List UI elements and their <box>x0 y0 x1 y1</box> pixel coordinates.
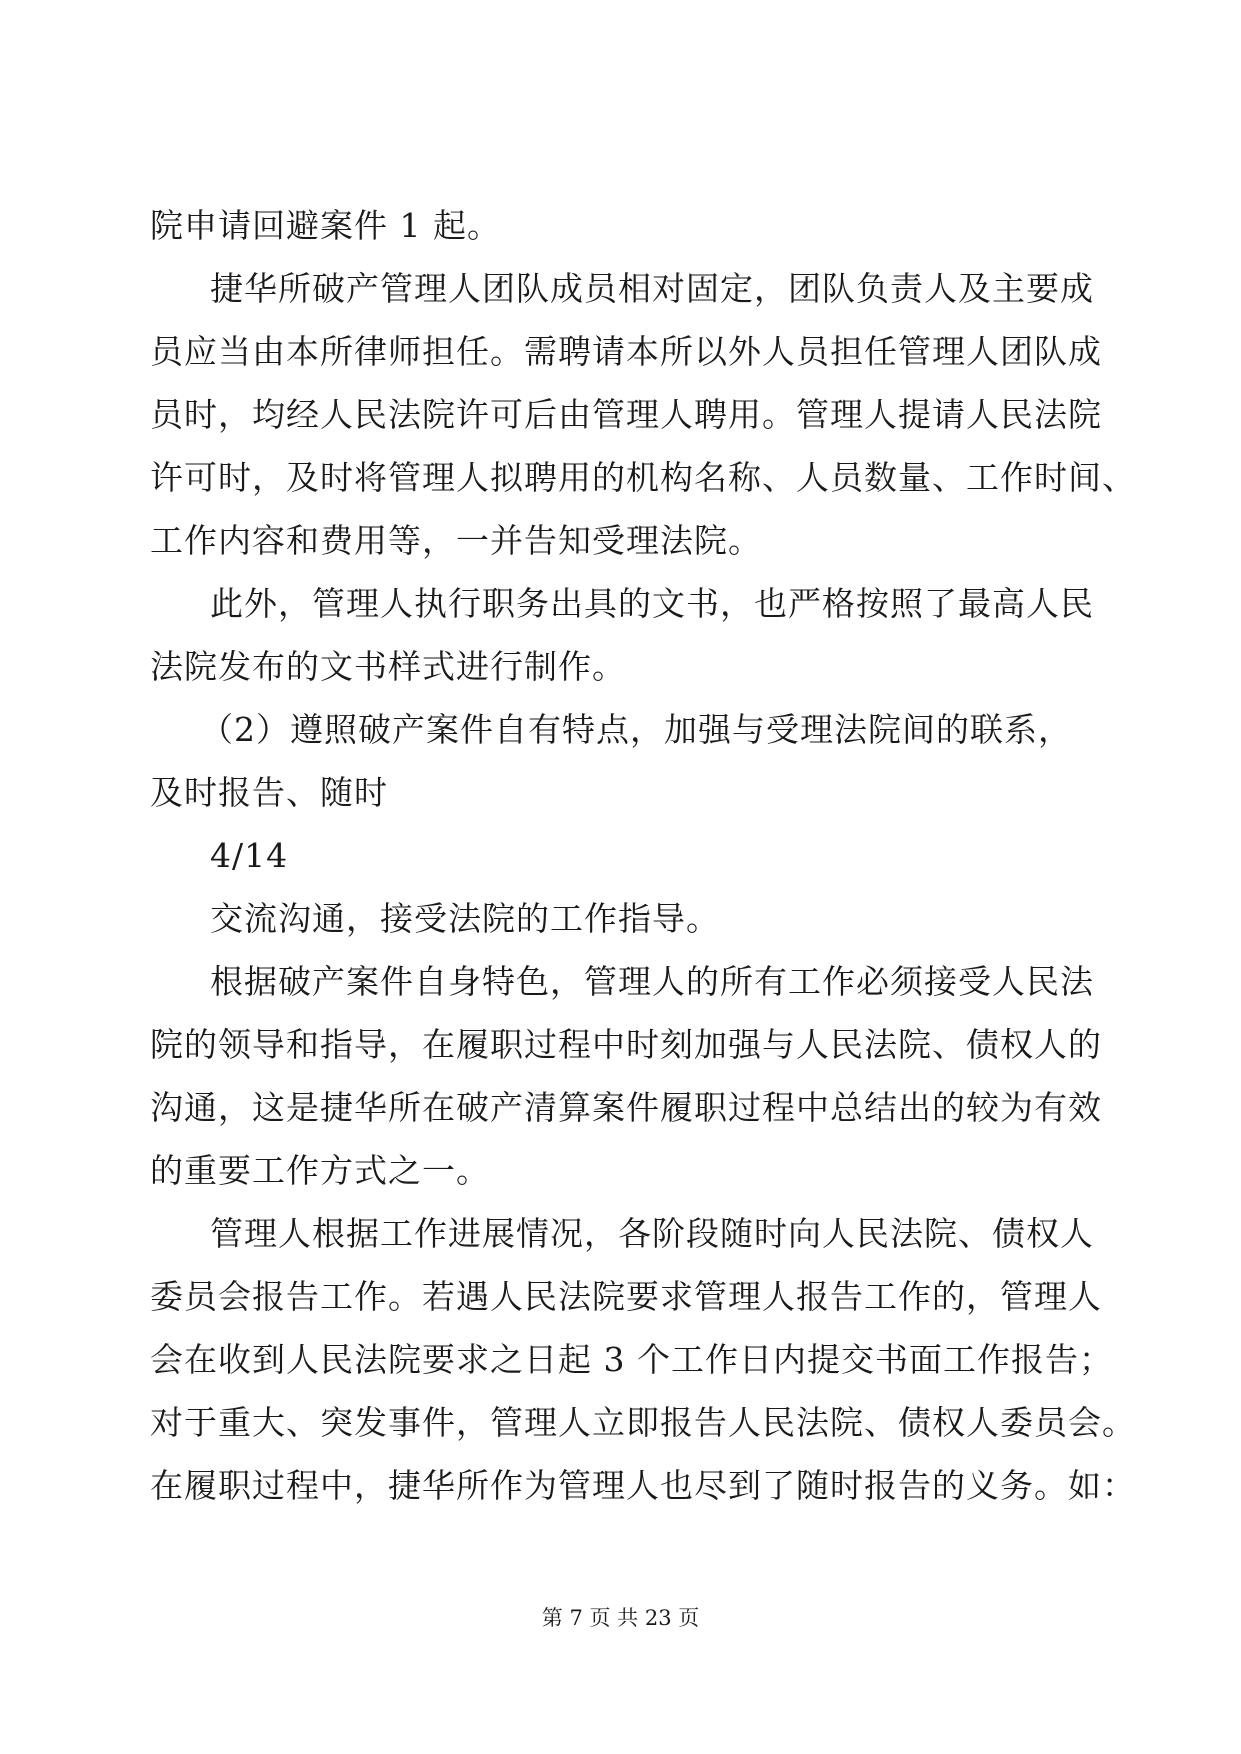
body-text-line: 交流沟通，接受法院的工作指导。 <box>210 899 720 938</box>
body-text-line: 沟通，这是捷华所在破产清算案件履职过程中总结出的较为有效 <box>150 1088 1102 1127</box>
body-text-line: 委员会报告工作。若遇人民法院要求管理人报告工作的，管理人 <box>150 1277 1102 1316</box>
body-text-line: 员时，均经人民法院许可后由管理人聘用。管理人提请人民法院 <box>150 395 1102 434</box>
section-heading-line: 及时报告、随时 <box>150 773 388 812</box>
page-fraction-text: 4/14 <box>210 836 289 875</box>
body-text-line: 院的领导和指导，在履职过程中时刻加强与人民法院、债权人的 <box>150 1025 1102 1064</box>
body-text-line: 捷华所破产管理人团队成员相对固定，团队负责人及主要成 <box>210 269 1094 308</box>
body-text-line: 管理人根据工作进展情况，各阶段随时向人民法院、债权人 <box>210 1214 1094 1253</box>
body-text-line: 根据破产案件自身特色，管理人的所有工作必须接受人民法 <box>210 962 1094 1001</box>
body-text-line: 在履职过程中，捷华所作为管理人也尽到了随时报告的义务。如： <box>150 1466 1136 1505</box>
body-text-line: 许可时，及时将管理人拟聘用的机构名称、人员数量、工作时间、 <box>150 458 1136 497</box>
body-text-line: 的重要工作方式之一。 <box>150 1151 490 1190</box>
body-text-line: 法院发布的文书样式进行制作。 <box>150 647 626 686</box>
page-footer: 第 7 页 共 23 页 <box>541 1606 700 1630</box>
body-text-line: 院申请回避案件 1 起。 <box>150 206 501 245</box>
section-heading-line: （2）遵照破产案件自有特点，加强与受理法院间的联系， <box>200 710 1072 749</box>
body-text-line: 员应当由本所律师担任。需聘请本所以外人员担任管理人团队成 <box>150 332 1102 371</box>
body-text-line: 此外，管理人执行职务出具的文书，也严格按照了最高人民 <box>210 584 1094 623</box>
body-text-line: 对于重大、突发事件，管理人立即报告人民法院、债权人委员会。 <box>150 1403 1136 1442</box>
body-text-line: 工作内容和费用等，一并告知受理法院。 <box>150 521 762 560</box>
body-text-line: 会在收到人民法院要求之日起 3 个工作日内提交书面工作报告； <box>150 1340 1113 1379</box>
